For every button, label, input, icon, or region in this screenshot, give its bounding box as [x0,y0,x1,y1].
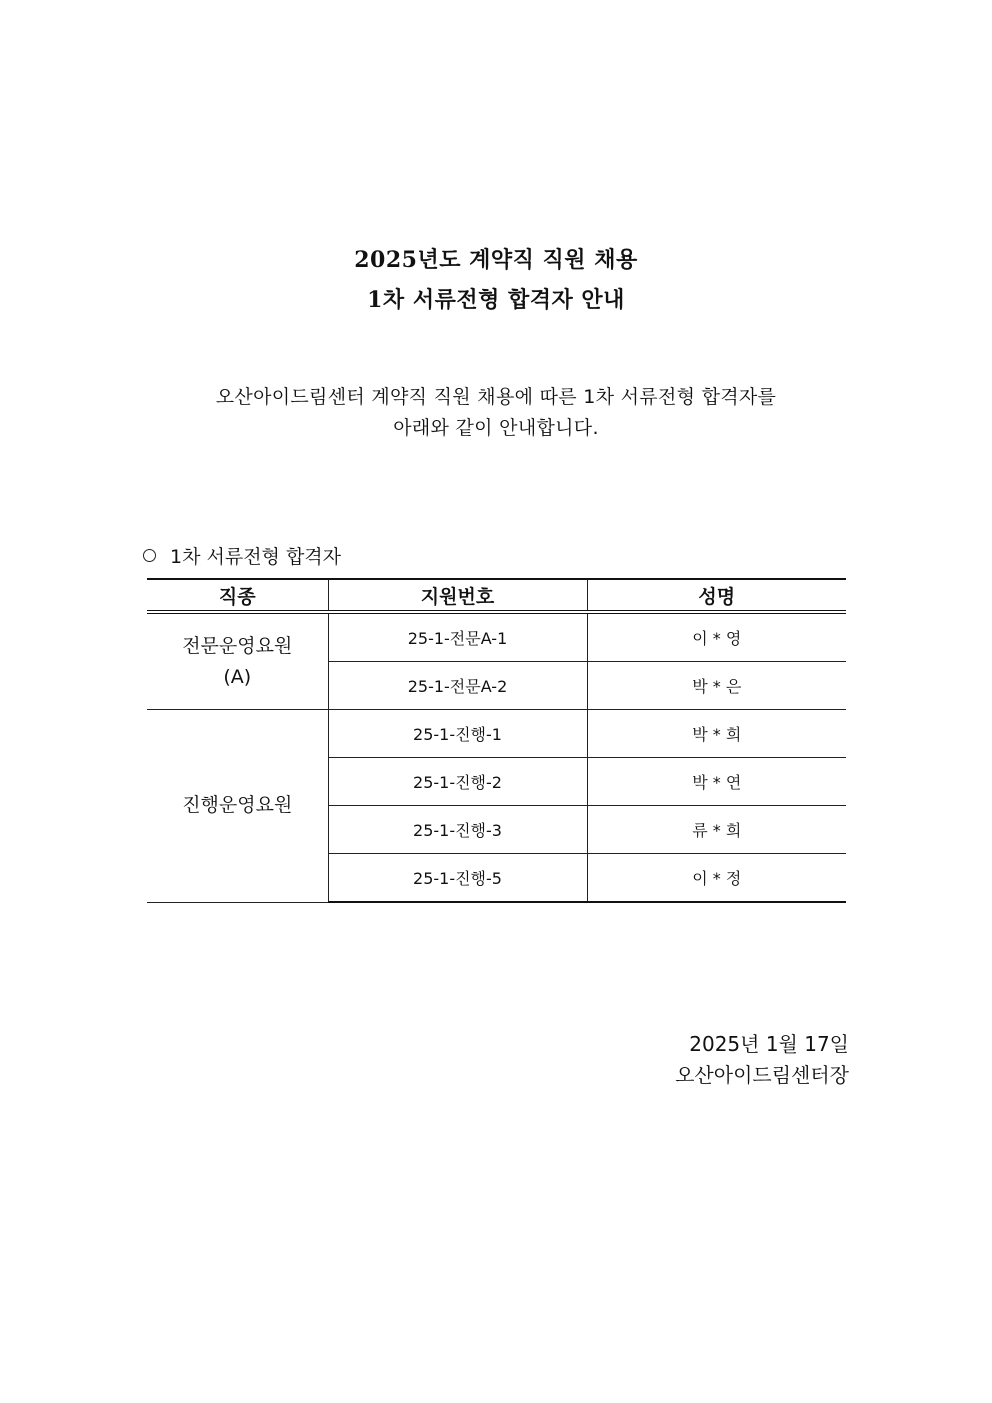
name-cell: 류 * 희 [587,806,846,854]
table-row [147,710,846,758]
name-cell: 이 * 영 [587,612,846,662]
section-heading [143,542,341,569]
job-type-label: 진행운영요원 [182,794,293,817]
section-heading-text: 1차 서류전형 합격자 [170,546,341,568]
header-name: 성명 [587,579,846,612]
header-application-number: 지원번호 [328,579,587,612]
passed-applicants-table [147,578,846,903]
issue-date: 2025년 1월 17일 [689,1032,849,1056]
application-number-cell: 25-1-전문A-1 [328,612,587,662]
intro-text-line1: 오산아이드림센터 계약직 직원 채용에 따른 1차 서류전형 합격자를 [215,386,777,408]
job-type-cell-operations [147,710,328,903]
application-number-cell: 25-1-진행-3 [328,806,587,854]
header-job-type: 직종 [147,579,328,612]
intro-text-line2: 아래와 같이 안내합니다. [393,417,599,439]
issuer-name: 오산아이드림센터장 [675,1063,849,1087]
name-cell: 박 * 희 [587,710,846,758]
job-type-label: 전문운영요원 [182,634,293,657]
job-type-cell-professional [147,612,328,710]
application-number-cell: 25-1-전문A-2 [328,662,587,710]
table-header-row [147,579,846,612]
table-row [147,612,846,662]
application-number-cell: 25-1-진행-5 [328,854,587,903]
name-cell: 이 * 정 [587,854,846,903]
job-type-sublabel: (A) [223,665,252,688]
name-cell: 박 * 연 [587,758,846,806]
document-title-line1: 2025년도 계약직 직원 채용 [354,247,638,273]
document-title-line2: 1차 서류전형 합격자 안내 [367,287,625,313]
application-number-cell: 25-1-진행-2 [328,758,587,806]
circle-bullet-icon [143,549,156,562]
application-number-cell: 25-1-진행-1 [328,710,587,758]
name-cell: 박 * 은 [587,662,846,710]
